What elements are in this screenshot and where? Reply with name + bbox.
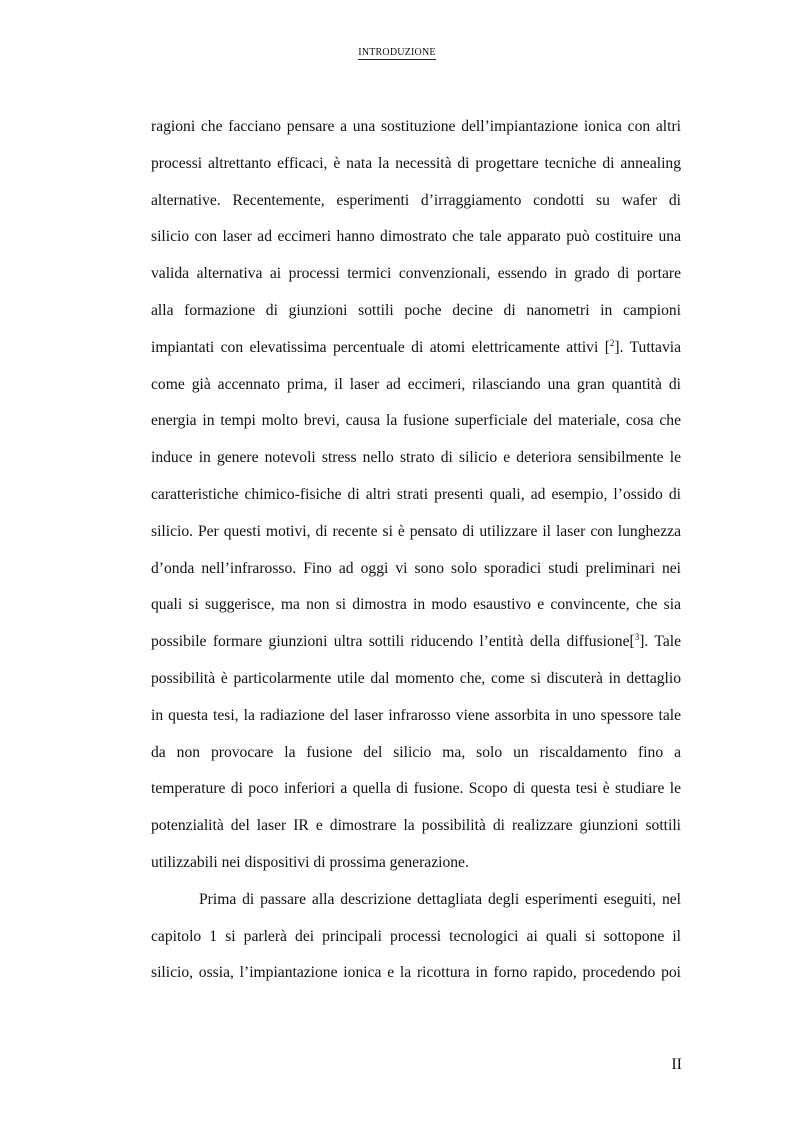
text-line: alternative. Recentemente, esperimenti d’irraggiamento condotti su wafer di: [151, 191, 681, 209]
text-line: caratteristiche chimico-fisiche di altri strati presenti quali, ad esempio, l’ossido di: [151, 485, 681, 503]
text-segment: ]. Tuttavia: [614, 338, 681, 356]
body-text: [151, 109, 681, 992]
text-line: utilizzabili nei dispositivi di prossima generazione.: [151, 853, 469, 871]
text-line: potenzialità del laser IR e dimostrare la possibilità di realizzare giunzioni sottili: [151, 817, 681, 835]
citation-number: 3: [634, 632, 640, 643]
text-line: quali si suggerisce, ma non si dimostra in modo esaustivo e convincente, che sia: [151, 596, 681, 614]
header-title: INTRODUZIONE: [358, 47, 436, 58]
text-segment: possibile formare giunzioni ultra sottili riducendo l’entità della diffusione[: [151, 633, 635, 651]
text-line-with-citation: [151, 624, 681, 661]
text-line: silicio. Per questi motivi, di recente si è pensato di utilizzare il laser con lunghezza: [151, 522, 681, 540]
text-line: induce in genere notevoli stress nello strato di silicio e deteriora sensibilmente le: [151, 449, 681, 467]
page-number: II: [671, 1056, 682, 1073]
text-line-with-citation: [151, 330, 681, 367]
text-line: silicio, ossia, l’impiantazione ionica e la ricottura in forno rapido, procedendo poi: [151, 964, 681, 982]
text-line: processi altrettanto efficaci, è nata la necessità di progettare tecniche di annealing: [151, 154, 681, 172]
text-line: valida alternativa ai processi termici convenzionali, essendo in grado di portare: [151, 265, 681, 283]
text-line: alla formazione di giunzioni sottili poche decine di nanometri in campioni: [151, 301, 681, 319]
text-line: possibilità è particolarmente utile dal momento che, come si discuterà in dettaglio: [151, 669, 681, 687]
text-line: da non provocare la fusione del silicio ma, solo un riscaldamento fino a: [151, 743, 681, 761]
running-header: [0, 47, 794, 58]
text-segment: ]. Tale: [639, 633, 681, 651]
text-line: d’onda nell’infrarosso. Fino ad oggi vi sono solo sporadici studi preliminari nei: [151, 559, 681, 577]
text-line: come già accennato prima, il laser ad eccimeri, rilasciando una gran quantità di: [151, 375, 681, 393]
text-segment: impiantati con elevatissima percentuale di atomi elettricamente attivi [: [151, 338, 610, 356]
text-line: energia in tempi molto brevi, causa la fusione superficiale del materiale, cosa che: [151, 412, 681, 430]
citation-number: 2: [609, 337, 615, 348]
text-line: in questa tesi, la radiazione del laser infrarosso viene assorbita in uno spessore tale: [151, 706, 681, 724]
text-line: temperature di poco inferiori a quella di fusione. Scopo di questa tesi è studiare le: [151, 780, 681, 798]
text-line: silicio con laser ad eccimeri hanno dimostrato che tale apparato può costituire una: [151, 228, 681, 246]
text-line: capitolo 1 si parlerà dei principali processi tecnologici ai quali si sottopone il: [151, 927, 681, 945]
text-line: Prima di passare alla descrizione dettagliata degli esperimenti eseguiti, nel: [199, 890, 681, 908]
text-line: ragioni che facciano pensare a una sostituzione dell’impiantazione ionica con altri: [151, 118, 681, 135]
